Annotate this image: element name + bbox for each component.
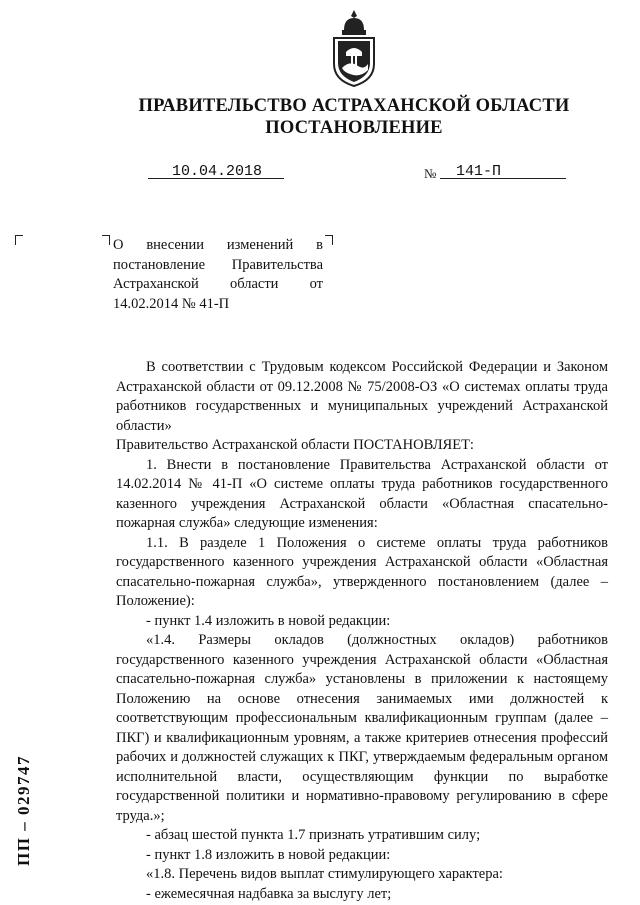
organization-name: ПРАВИТЕЛЬСТВО АСТРАХАНСКОЙ ОБЛАСТИ <box>138 96 570 116</box>
corner-mark-subject-left <box>102 235 110 245</box>
document-number: 141-П <box>456 163 502 180</box>
clause-1-8: «1.8. Перечень видов выплат стимулирующего характера: <box>146 866 503 882</box>
document-date: 10.04.2018 <box>172 163 263 180</box>
list-item: - пункт 1.8 изложить в новой редакции: <box>146 846 391 863</box>
document-body <box>116 358 608 904</box>
list-item: - пункт 1.4 изложить в новой редакции: <box>146 612 391 629</box>
paragraph-1-1: 1.1. В разделе 1 Положения о системе оплаты труда работников государственного казенного учреждения Астраханской области «Областная спасательно-пожарная служба», утвержденного постановлением (далее – Положение): <box>116 534 608 609</box>
clause-1-4: «1.4. Размеры окладов (должностных окладов) работников государственного казенного учреждения Астраханской области «Областная спасательно-пожарная служба» установлены в приложении к настоящему Положению на основе отнесения занимаемых ими должностей к соответствующим профессиональным квалификационным группам (далее – ПКГ) и квалификационным уровням, а также критериев отнесения профессий рабочих и должностей служащих к ПКГ, утверждаемым федеральным органом исполнительной власти, осуществляющим функции по выработке государственной политики и нормативно-правовому регулированию в сфере труда.»; <box>116 632 608 824</box>
number-sign: № <box>424 166 437 181</box>
resolution-line: Правительство Астраханской области ПОСТАНОВЛЯЕТ: <box>116 437 474 453</box>
side-stamp: ПП – 029747 <box>14 755 33 866</box>
list-item: - ежемесячная надбавка за выслугу лет; <box>146 885 392 902</box>
document-type: ПОСТАНОВЛЕНИЕ <box>265 118 443 138</box>
preamble-paragraph: В соответствии с Трудовым кодексом Российской Федерации и Законом Астраханской области от 09.12.2008 № 75/2008-ОЗ «О системах оплаты труда работников государственных и муниципальных учреждений Астраханской области» <box>116 359 608 434</box>
corner-mark-subject-right <box>325 235 333 245</box>
list-item: - абзац шестой пункта 1.7 признать утратившим силу; <box>146 827 481 843</box>
paragraph-1: 1. Внести в постановление Правительства Астраханской области от 14.02.2014 № 41-П «О системе оплаты труда работников государственного казенного учреждения Астраханской области «Областная спасательно-пожарная служба» следующие изменения: <box>116 456 608 531</box>
document-subject: О внесении изменений в постановление Правительства Астраханской области от 14.02.2014 № 41-П <box>113 237 323 312</box>
astrakhan-coat-of-arms-emblem <box>328 8 380 88</box>
corner-mark-left <box>15 235 23 245</box>
